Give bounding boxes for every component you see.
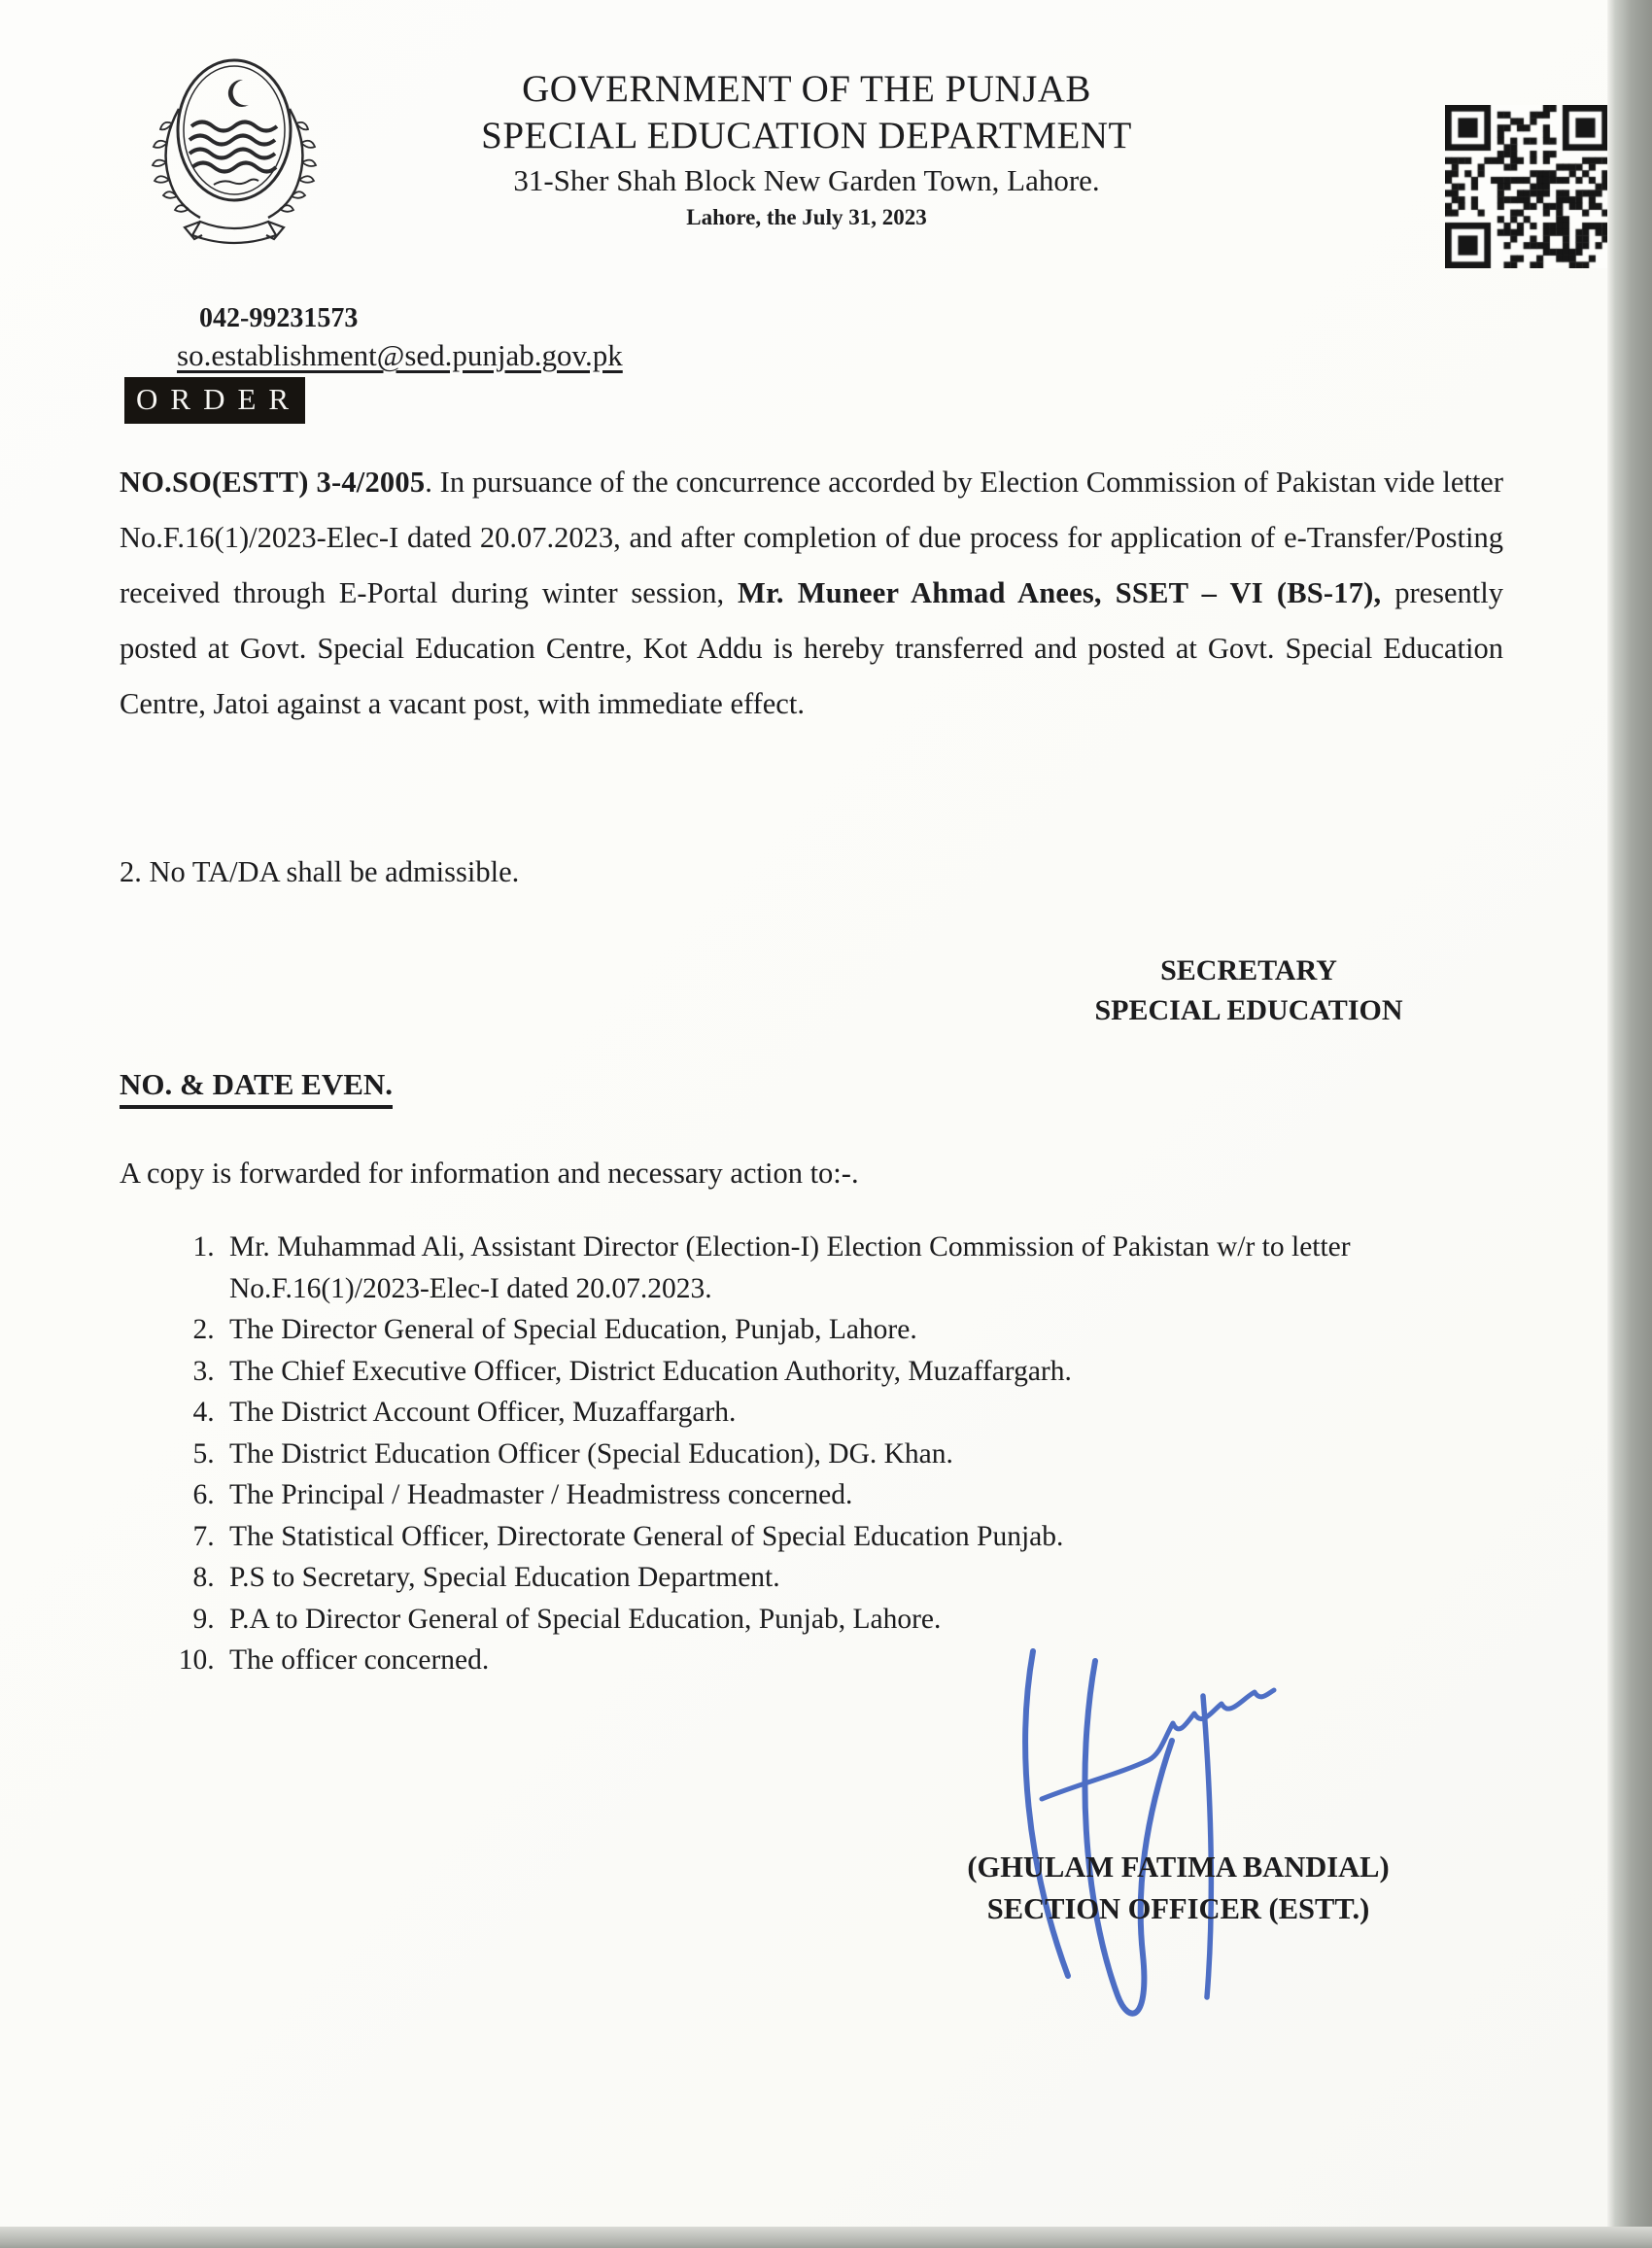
distribution-item: 3. The Chief Executive Officer, District Education Authority, Muzaffargarh. xyxy=(222,1351,1395,1393)
distribution-intro: A copy is forwarded for information and necessary action to:-. xyxy=(120,1157,859,1190)
handwritten-signature xyxy=(962,1608,1331,2036)
distribution-item: 1. Mr. Muhammad Ali, Assistant Director (Election-I) Election Commission of Pakistan w/r to letter No.F.16(1)/2023-Elec-I dated 20.07.2023. xyxy=(222,1227,1395,1309)
authority-title-line1: SECRETARY xyxy=(1160,954,1337,986)
distribution-item: 7. The Statistical Officer, Directorate General of Special Education Punjab. xyxy=(222,1516,1395,1558)
transferred-officer-name: Mr. Muneer Ahmad Anees, SSET – VI (BS-17), xyxy=(737,576,1382,609)
authority-title-line2: SPECIAL EDUCATION xyxy=(1094,994,1403,1026)
letter-date: Lahore, the July 31, 2023 xyxy=(686,205,927,229)
signatory xyxy=(913,1847,1443,1930)
no-and-date-even-heading: NO. & DATE EVEN. xyxy=(120,1067,393,1109)
org-address: 31-Sher Shah Block New Garden Town, Lahore. xyxy=(513,163,1100,197)
signatory-name: (GHULAM FATIMA BANDIAL) xyxy=(967,1850,1390,1884)
org-name-line1: GOVERNMENT OF THE PUNJAB xyxy=(522,68,1091,110)
order-body-text-2: presently posted at Govt. Special Education Centre, Kot Addu is hereby transferred and posted at Govt. Special Education Centre, Jatoi against a vacant post, with immediate effect. xyxy=(120,576,1503,720)
qr-code xyxy=(1445,105,1608,268)
signatory-designation: SECTION OFFICER (ESTT.) xyxy=(986,1892,1370,1925)
distribution-item: 4. The District Account Officer, Muzaffargarh. xyxy=(222,1392,1395,1434)
clause-no-tada: 2. No TA/DA shall be admissible. xyxy=(120,855,520,888)
org-name-line2: SPECIAL EDUCATION DEPARTMENT xyxy=(481,115,1132,156)
distribution-item: 8. P.S to Secretary, Special Education Department. xyxy=(222,1557,1395,1599)
order-title: ORDER xyxy=(124,377,305,424)
distribution-item: 5. The District Education Officer (Special Education), DG. Khan. xyxy=(222,1434,1395,1475)
phone-number: 042-99231573 xyxy=(199,303,359,333)
order-reference-number: NO.SO(ESTT) 3-4/2005 xyxy=(120,466,426,499)
email-address: so.establishment@sed.punjab.gov.pk xyxy=(177,338,623,372)
distribution-item: 6. The Principal / Headmaster / Headmistress concerned. xyxy=(222,1474,1395,1516)
scan-edge-right xyxy=(1607,0,1652,2248)
issuing-authority xyxy=(1025,951,1472,1030)
punjab-crest-logo xyxy=(119,51,350,245)
scan-edge-bottom xyxy=(0,2227,1652,2248)
order-body-text-1: . In pursuance of the concurrence accorded by Election Commission of Pakistan vide letter No.F.16(1)/2023-Elec-I dated 20.07.2023, and after completion of due process for application of e-Transfer/Posting received through E-Portal during winter session, xyxy=(120,466,1503,609)
letterhead xyxy=(389,66,1224,233)
distribution-item: 9. P.A to Director General of Special Education, Punjab, Lahore. xyxy=(222,1599,1395,1641)
distribution-item: 2. The Director General of Special Education, Punjab, Lahore. xyxy=(222,1309,1395,1351)
order-body-paragraph xyxy=(120,455,1503,732)
distribution-item: 10. The officer concerned. xyxy=(222,1640,1395,1681)
